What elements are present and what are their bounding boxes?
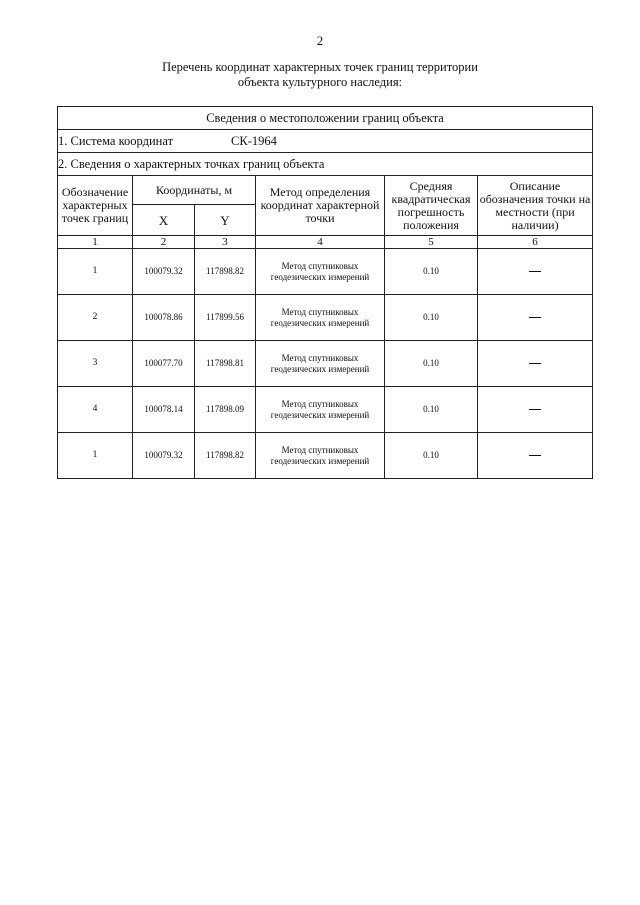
table-row: [58, 295, 593, 341]
method-line: Метод спутниковых: [281, 352, 359, 363]
table-row: [58, 433, 593, 479]
table-heading: Сведения о местоположении границ объекта: [58, 107, 593, 130]
coord-y: 117898.09: [195, 387, 256, 433]
coord-x: 100079.32: [133, 249, 195, 295]
coord-y: 117898.82: [195, 249, 256, 295]
method-cell: [256, 295, 385, 341]
description-cell: [478, 249, 593, 295]
method-line: геодезических измерений: [270, 409, 370, 420]
method-line: Метод спутниковых: [281, 398, 359, 409]
column-number: 5: [385, 236, 478, 249]
column-number-row: [58, 236, 593, 249]
header-x: X: [133, 205, 195, 236]
error-value: 0.10: [385, 295, 478, 341]
method-cell: [256, 387, 385, 433]
coord-x: 100078.86: [133, 295, 195, 341]
coordinate-system-value: СК-1964: [231, 133, 277, 148]
table-row: [58, 341, 593, 387]
column-header-row: [58, 176, 593, 205]
column-number: 2: [133, 236, 195, 249]
description-cell: [478, 341, 593, 387]
dash-mark: [529, 409, 541, 410]
header-designation: Обозначение характерных точек границ: [58, 176, 133, 236]
column-number: 1: [58, 236, 133, 249]
description-cell: [478, 387, 593, 433]
header-y: Y: [195, 205, 256, 236]
coord-x: 100077.70: [133, 341, 195, 387]
error-value: 0.10: [385, 249, 478, 295]
dash-mark: [529, 271, 541, 272]
method-line: геодезических измерений: [270, 455, 370, 466]
title-line-2: объекта культурного наследия:: [237, 75, 403, 89]
method-line: Метод спутниковых: [281, 306, 359, 317]
column-number: 4: [256, 236, 385, 249]
error-value: 0.10: [385, 433, 478, 479]
coord-y: 117898.81: [195, 341, 256, 387]
coordinates-table: [57, 106, 593, 479]
method-cell: [256, 249, 385, 295]
point-id: 4: [58, 387, 133, 433]
error-value: 0.10: [385, 341, 478, 387]
column-number: 3: [195, 236, 256, 249]
column-number: 6: [478, 236, 593, 249]
method-line: Метод спутниковых: [281, 444, 359, 455]
page-number: 2: [316, 33, 324, 48]
table-row: [58, 249, 593, 295]
point-id: 2: [58, 295, 133, 341]
title-line-1: Перечень координат характерных точек границ территории: [162, 60, 478, 74]
method-line: Метод спутниковых: [281, 260, 359, 271]
dash-mark: [529, 455, 541, 456]
points-heading: 2. Сведения о характерных точках границ объекта: [58, 153, 593, 176]
document-title: [0, 60, 640, 90]
coord-y: 117899.56: [195, 295, 256, 341]
coord-x: 100078.14: [133, 387, 195, 433]
table-heading-row: [58, 107, 593, 130]
points-heading-row: [58, 153, 593, 176]
header-error: Средняя квадратическая погрешность положения: [385, 176, 478, 236]
method-line: геодезических измерений: [270, 271, 370, 282]
method-line: геодезических измерений: [270, 317, 370, 328]
coordinate-system-label: 1. Система координат: [58, 133, 174, 148]
dash-mark: [529, 317, 541, 318]
header-method: Метод определения координат характерной точки: [256, 176, 385, 236]
dash-mark: [529, 363, 541, 364]
table-row: [58, 387, 593, 433]
coord-y: 117898.82: [195, 433, 256, 479]
error-value: 0.10: [385, 387, 478, 433]
point-id: 3: [58, 341, 133, 387]
coordinate-system-row: [58, 130, 593, 153]
method-cell: [256, 341, 385, 387]
method-cell: [256, 433, 385, 479]
method-line: геодезических измерений: [270, 363, 370, 374]
description-cell: [478, 433, 593, 479]
header-description: Описание обозначения точки на местности (при наличии): [478, 176, 593, 236]
description-cell: [478, 295, 593, 341]
coord-x: 100079.32: [133, 433, 195, 479]
header-coordinates: Координаты, м: [133, 176, 256, 205]
point-id: 1: [58, 433, 133, 479]
point-id: 1: [58, 249, 133, 295]
